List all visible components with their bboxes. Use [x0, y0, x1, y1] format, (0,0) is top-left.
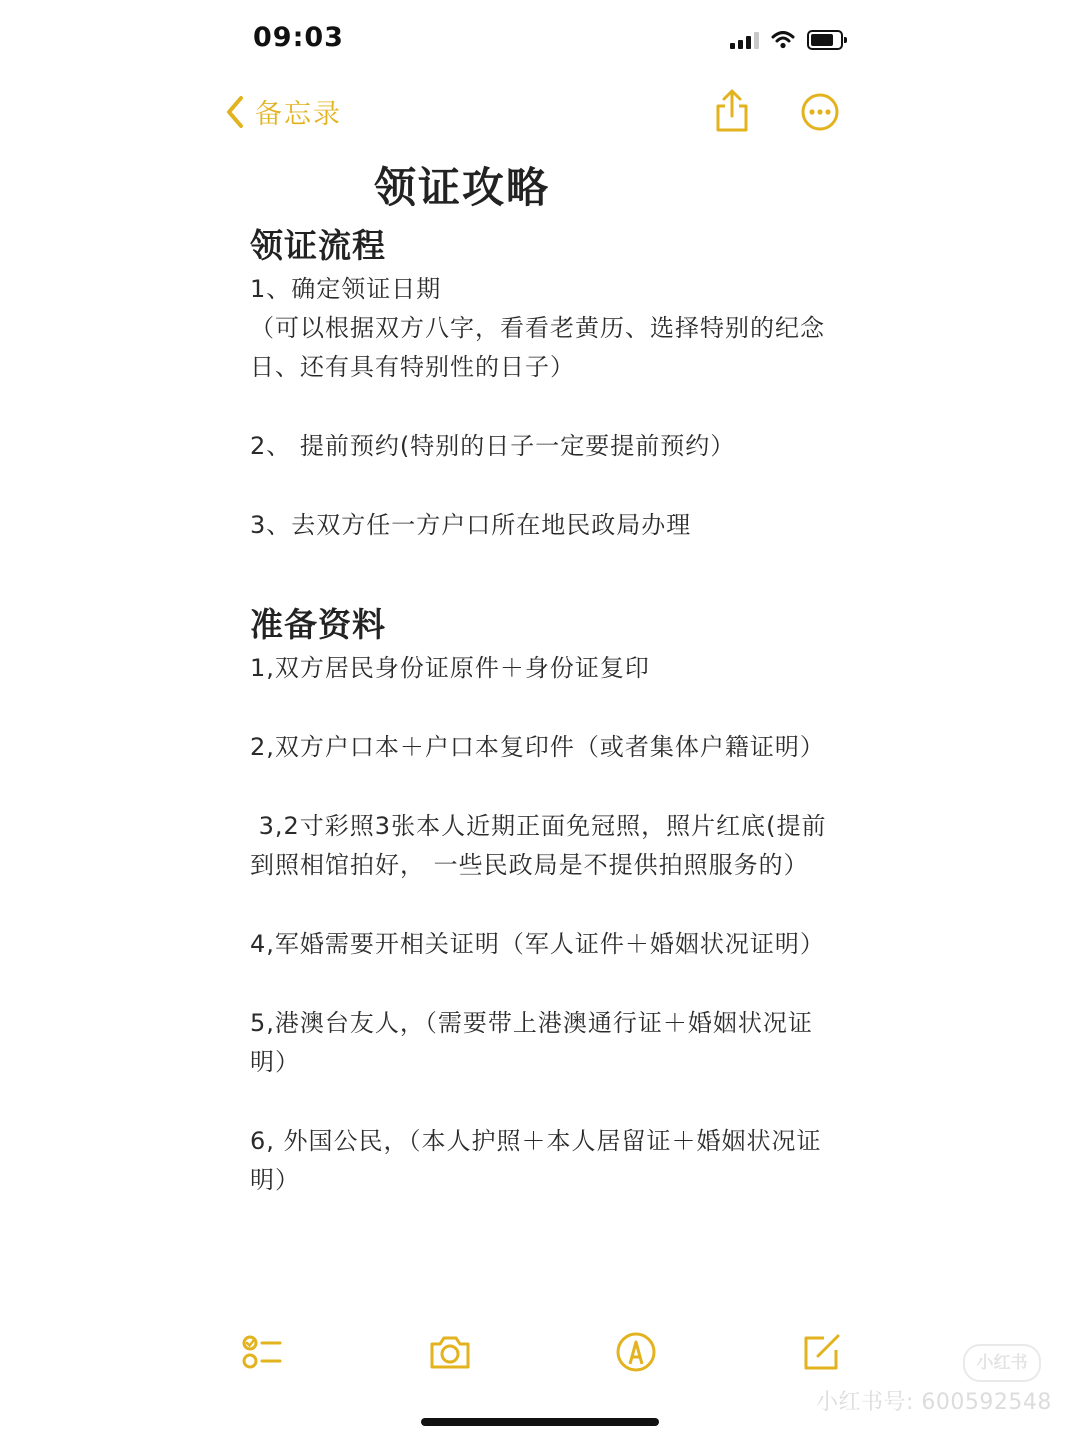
process-item-3: 3、去双方任一方户口所在地民政局办理 [250, 511, 692, 539]
status-bar [0, 0, 1080, 80]
materials-item-6: 6, 外国公民，（本人护照＋本人居留证＋婚姻状况证明） [250, 1127, 822, 1194]
wifi-icon [771, 31, 795, 49]
share-icon[interactable] [712, 88, 752, 134]
section-heading-process: 领证流程 [250, 226, 386, 265]
watermark-id: 小红书号: 600592548 [816, 1390, 1052, 1415]
watermark-logo: 小红书 [963, 1344, 1041, 1382]
battery-icon [807, 30, 843, 50]
markup-pen-icon[interactable] [614, 1330, 658, 1374]
process-item-1 [250, 270, 850, 387]
bottom-toolbar [0, 1322, 1080, 1382]
home-indicator[interactable] [421, 1418, 659, 1426]
status-time: 09:03 [253, 22, 344, 53]
note-body[interactable] [250, 150, 850, 1200]
back-button[interactable] [225, 92, 342, 131]
cellular-signal-icon [730, 31, 759, 49]
process-item-2: 2、 提前预约(特别的日子一定要提前预约） [250, 432, 736, 460]
camera-icon[interactable] [428, 1330, 472, 1374]
materials-item-3: 3,2寸彩照3张本人近期正面免冠照，照片红底(提前到照相馆拍好， 一些民政局是不提供拍照服务的） [250, 812, 827, 879]
status-icons [730, 26, 843, 54]
materials-item-1: 1,双方居民身份证原件＋身份证复印 [250, 654, 650, 682]
checklist-icon[interactable] [240, 1330, 284, 1374]
back-label: 备忘录 [255, 99, 342, 130]
process-item-1-text: 1、确定领证日期 （可以根据双方八字，看看老黄历、选择特别的纪念日、还有具有特别性的日子） [250, 275, 825, 381]
materials-item-4: 4,军婚需要开相关证明（军人证件＋婚姻状况证明） [250, 930, 825, 958]
materials-item-2: 2,双方户口本＋户口本复印件（或者集体户籍证明） [250, 733, 825, 761]
nav-bar [0, 80, 1080, 144]
more-icon[interactable] [800, 92, 840, 132]
section-heading-materials: 准备资料 [250, 605, 386, 644]
chevron-left-icon [225, 95, 245, 129]
note-title: 领证攻略 [374, 163, 551, 212]
materials-item-5: 5,港澳台友人，（需要带上港澳通行证＋婚姻状况证明） [250, 1009, 813, 1076]
compose-icon[interactable] [800, 1330, 844, 1374]
